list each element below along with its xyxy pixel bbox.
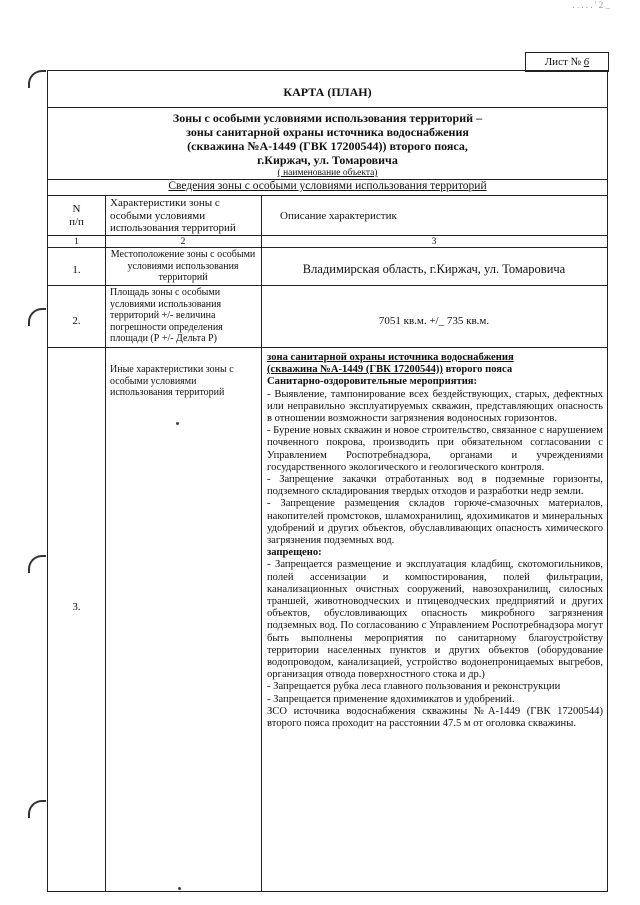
document-title: КАРТА (ПЛАН) bbox=[283, 85, 372, 99]
zone-boundary-note: ЗСО источника водоснабжения скважины №А-1449 (ГВК 17200544) второго пояса проходит на расстоянии 47.5 м от оголовка скважины. bbox=[267, 705, 603, 730]
measure-item: - Выявление, тампонирование всех бездействующих, старых, дефектных или неправильно эксплуатируемых скважин, представляющих опасность в отношении возможности загрязнения водоносных горизонтов. bbox=[267, 388, 603, 425]
document-frame bbox=[47, 70, 608, 892]
row-label: Иные характеристики зоны с особыми условиями использования территорий bbox=[110, 364, 234, 398]
description-heading: зона санитарной охраны источника водоснабжения bbox=[267, 352, 514, 363]
col-head-description: Описание характеристик bbox=[280, 210, 397, 222]
col-head-characteristics: Характеристики зоны с особыми условиями использования территорий bbox=[110, 197, 236, 234]
col-index-3: 3 bbox=[431, 237, 437, 247]
row-value: 7051 кв.м. +/_ 735 кв.м. bbox=[378, 315, 490, 327]
sheet-label: Лист № bbox=[544, 56, 582, 68]
measure-item: - Запрещение размещения складов горюче-смазочных материалов, накопителей промстоков, шламохранилищ, ядохимикатов и минеральных удобрений и других объектов, обуславливающих опасность химического загрязнения подземных вод. bbox=[267, 498, 603, 547]
sheet-number-box bbox=[525, 52, 609, 72]
col-index-2: 2 bbox=[180, 237, 186, 247]
row-number: 2. bbox=[72, 315, 81, 327]
page-corner-marks: . . . . . ' 2 _ bbox=[572, 0, 610, 10]
prohibited-item: - Запрещается применение ядохимикатов и удобрений. bbox=[267, 693, 515, 705]
prohibited-title: запрещено: bbox=[267, 547, 322, 559]
zone-description bbox=[267, 352, 603, 730]
col-index-1: 1 bbox=[74, 237, 79, 247]
row-label: Площадь зоны с особыми условиями использования территорий +/- величина погрешности определения площади (Р +/- Дельта Р) bbox=[110, 287, 223, 344]
binding-punch-mark bbox=[28, 800, 46, 818]
binding-punch-mark bbox=[28, 555, 46, 573]
info-heading: Сведения зоны с особыми условиями использования территорий bbox=[168, 180, 487, 192]
zone-title bbox=[48, 111, 607, 167]
prohibited-item: - Запрещается рубка леса главного пользования и реконструкции bbox=[267, 681, 561, 693]
row-number: 1. bbox=[72, 264, 81, 276]
row-number: 3. bbox=[72, 601, 81, 613]
zone-title-line: Зоны с особыми условиями использования территорий – bbox=[172, 111, 483, 125]
row-label: Местоположение зоны с особыми условиями использования территорий bbox=[110, 249, 256, 283]
zone-title-line: зоны санитарной охраны источника водоснабжения bbox=[186, 125, 469, 139]
measure-item: - Запрещение закачки отработанных вод в подземные горизонты, подземного складирования твердых отходов и разработки недр земли. bbox=[267, 474, 603, 498]
object-name-caption: ( наименование объекта) bbox=[277, 168, 378, 178]
measures-title: Санитарно-оздоровительные мероприятия: bbox=[267, 376, 478, 388]
row-value: Владимирская область, г.Киржач, ул. Томаровича bbox=[302, 262, 566, 276]
zone-title-line: (скважина №А-1449 (ГВК 17200544)) второго пояса, bbox=[187, 139, 468, 153]
binding-punch-mark bbox=[28, 308, 46, 326]
sheet-number: 6 bbox=[583, 56, 590, 68]
description-belt: второго пояса bbox=[442, 364, 513, 376]
prohibited-item: - Запрещается размещение и эксплуатация кладбищ, скотомогильников, полей ассенизации и компостирования, полей фильтрации, канализационных очистных сооружений, навозохранилищ, силосных траншей, животноводческих и птицеводческих предприятий и других объектов, обусловливающих опасность микробного загрязнения подземных вод. По согласованию с Управлением Роспотребнадзора могут быть выполнены мероприятия по санитарному благоустройству территории населенных пунктов и других объектов (оборудование водопроводом, канализацией, устройство водонепроницаемых выгребов, организация отвода поверхностного стока и др.) bbox=[267, 559, 603, 681]
col-head-number: N п/п bbox=[69, 203, 84, 228]
binding-punch-mark bbox=[28, 70, 46, 88]
zone-title-line: г.Киржач, ул. Томаровича bbox=[257, 153, 398, 167]
description-well-id: (скважина №А-1449 (ГВК 17200544)) bbox=[267, 364, 443, 376]
measure-item: - Бурение новых скважин и новое строительство, связанное с нарушением почвенного покрова, производить при обязательном согласовании с Управлением Роспотребнадзора, органами и учреждениями государственного экологического и геологического контроля. bbox=[267, 425, 603, 473]
